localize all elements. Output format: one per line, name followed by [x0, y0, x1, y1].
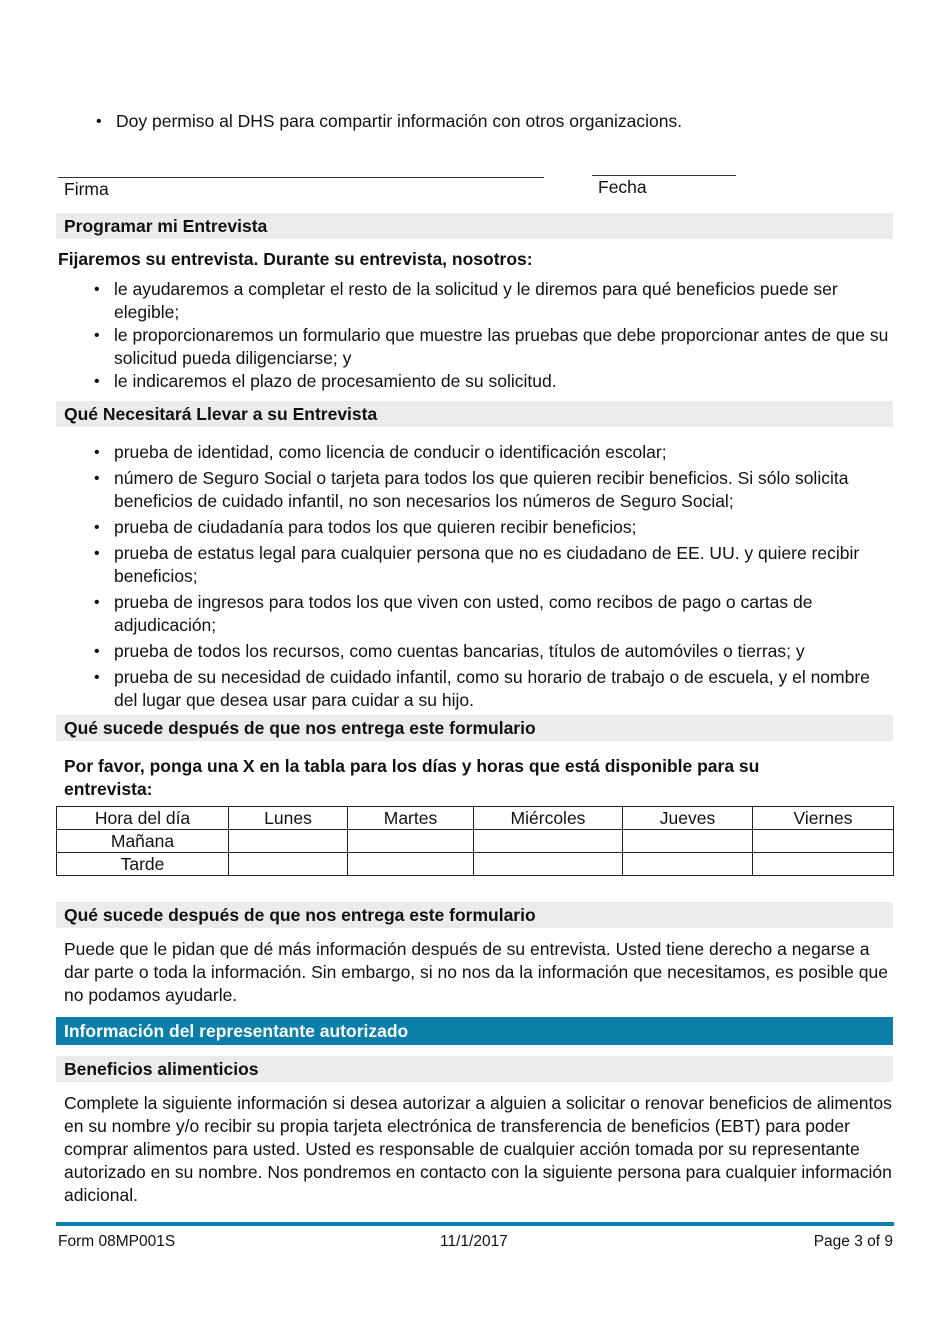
signature-label: Firma	[64, 179, 109, 199]
cell-tarde-jueves[interactable]	[623, 853, 753, 876]
cell-manana-martes[interactable]	[348, 830, 474, 853]
list-item: • prueba de ingresos para todos los que viven con usted, como recibos de pago o cartas de adjudicación;	[56, 591, 894, 637]
row-label-manana: Mañana	[57, 830, 229, 853]
llevar-list	[56, 441, 894, 712]
list-item: • prueba de su necesidad de cuidado infantil, como su horario de trabajo o de escuela, y el nombre del lugar que desea usar para cuidar a su hijo.	[56, 666, 894, 712]
footer-date: 11/1/2017	[440, 1233, 508, 1250]
programar-list	[56, 278, 894, 393]
table-row	[57, 853, 894, 876]
list-item: • prueba de ciudadanía para todos los que quieren recibir beneficios;	[56, 516, 894, 539]
row-label-tarde: Tarde	[57, 853, 229, 876]
footer-rule	[56, 1222, 894, 1226]
list-item: • le indicaremos el plazo de procesamiento de su solicitud.	[56, 370, 894, 393]
cell-manana-jueves[interactable]	[623, 830, 753, 853]
cell-manana-viernes[interactable]	[753, 830, 894, 853]
list-item: • prueba de estatus legal para cualquier persona que no es ciudadano de EE. UU. y quiere recibir beneficios;	[56, 542, 894, 588]
list-item: • número de Seguro Social o tarjeta para todos los que quieren recibir beneficios. Si sólo solicita beneficios de cuidado infantil, no son necesarios los números de Seguro Social;	[56, 467, 894, 513]
despues-text: Puede que le pidan que dé más información después de su entrevista. Usted tiene derecho a negarse a dar parte o toda la información. Sin embargo, si no nos da la información que necesitamos, es posible que no podamos ayudarle.	[64, 939, 888, 1005]
header-hora: Hora del día	[57, 807, 229, 830]
cell-tarde-miercoles[interactable]	[474, 853, 623, 876]
table-header-row	[57, 807, 894, 830]
cell-tarde-viernes[interactable]	[753, 853, 894, 876]
cell-tarde-lunes[interactable]	[229, 853, 348, 876]
list-item: • le ayudaremos a completar el resto de la solicitud y le diremos para qué beneficios puede ser elegible;	[56, 278, 894, 324]
cell-manana-lunes[interactable]	[229, 830, 348, 853]
alimenticios-text: Complete la siguiente información si desea autorizar a alguien a solicitar o renovar beneficios de alimentos en su nombre y/o recibir su propia tarjeta electrónica de transferencia de beneficios (EBT) para poder comprar alimentos para usted. Usted es responsable de cualquier acción tomada por su representante autorizado en su nombre. Nos pondremos en contacto con la siguiente persona para cualquier información adicional.	[64, 1093, 892, 1205]
section-programar: Programar mi Entrevista	[56, 213, 893, 239]
cell-manana-miercoles[interactable]	[474, 830, 623, 853]
footer-form-number: Form 08MP001S	[58, 1233, 176, 1250]
list-item: • le proporcionaremos un formulario que muestre las pruebas que debe proporcionar antes de que su solicitud pueda diligenciarse; y	[56, 324, 894, 370]
signature-line[interactable]	[58, 177, 544, 178]
consent-list	[58, 110, 888, 133]
list-item: • prueba de identidad, como licencia de conducir o identificación escolar;	[56, 441, 894, 464]
header-jueves: Jueves	[623, 807, 753, 830]
header-martes: Martes	[348, 807, 474, 830]
section-alimenticios: Beneficios alimenticios	[56, 1056, 893, 1082]
list-item: • prueba de todos los recursos, como cuentas bancarias, títulos de automóviles o tierras; y	[56, 640, 894, 663]
footer-page-number: Page 3 of 9	[813, 1233, 893, 1250]
header-viernes: Viernes	[753, 807, 894, 830]
availability-table	[56, 806, 894, 876]
consent-bullet: • Doy permiso al DHS para compartir información con otros organizacions.	[58, 110, 888, 133]
section-despues: Qué sucede después de que nos entrega este formulario	[56, 902, 893, 928]
section-disponibilidad: Qué sucede después de que nos entrega este formulario	[56, 715, 893, 741]
cell-tarde-martes[interactable]	[348, 853, 474, 876]
header-lunes: Lunes	[229, 807, 348, 830]
table-row	[57, 830, 894, 853]
availability-instruction: Por favor, ponga una X en la tabla para los días y horas que está disponible para su entrevista:	[64, 756, 760, 799]
header-miercoles: Miércoles	[474, 807, 623, 830]
date-label: Fecha	[598, 177, 647, 197]
programar-intro: Fijaremos su entrevista. Durante su entrevista, nosotros:	[58, 249, 533, 269]
section-representante: Información del representante autorizado	[56, 1017, 893, 1045]
section-llevar: Qué Necesitará Llevar a su Entrevista	[56, 401, 893, 427]
